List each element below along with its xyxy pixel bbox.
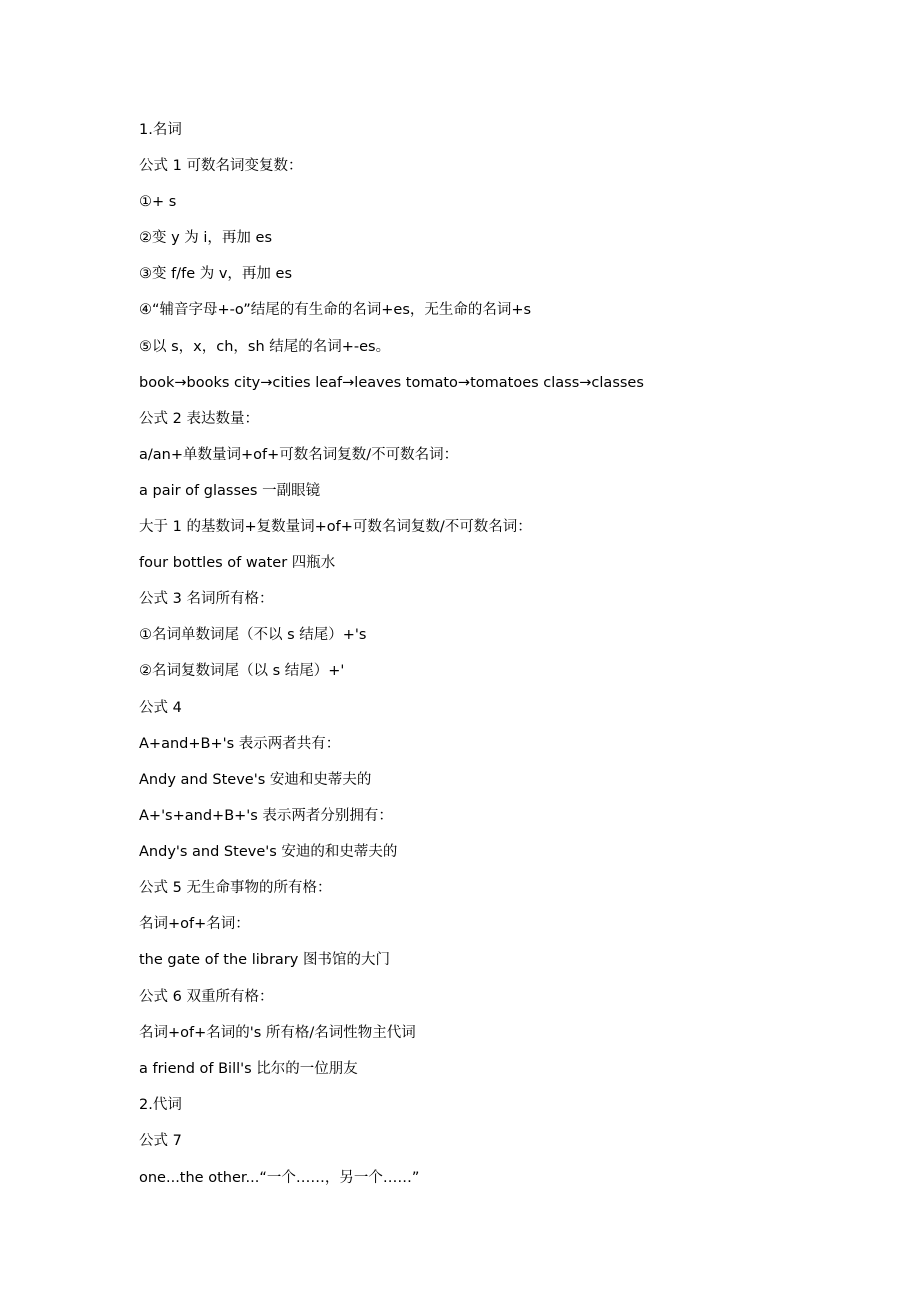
rule-item: ⑤以 s，x，ch，sh 结尾的名词+-es。 — [139, 339, 391, 355]
formula-5-heading: 公式 5 无生命事物的所有格： — [139, 880, 332, 896]
rule-item: A+and+B+'s 表示两者共有： — [139, 736, 341, 752]
rule-item: ③变 f/fe 为 v，再加 es — [139, 266, 293, 282]
example-line: four bottles of water 四瓶水 — [139, 555, 336, 571]
rule-item: 名词+of+名词的's 所有格/名词性物主代词 — [139, 1025, 416, 1041]
example-line: the gate of the library 图书馆的大门 — [139, 952, 390, 968]
example-line: Andy and Steve's 安迪和史蒂夫的 — [139, 772, 372, 788]
example-line: a friend of Bill's 比尔的一位朋友 — [139, 1061, 358, 1077]
rule-item: ②变 y 为 i，再加 es — [139, 230, 273, 246]
rule-item: A+'s+and+B+'s 表示两者分别拥有： — [139, 808, 393, 824]
formula-3-heading: 公式 3 名词所有格： — [139, 591, 274, 607]
example-line: book→books city→cities leaf→leaves tomato→tomatoes class→classes — [139, 375, 644, 391]
example-line: one...the other...“一个……，另一个……” — [139, 1170, 420, 1186]
formula-7-heading: 公式 7 — [139, 1133, 182, 1149]
rule-item: a/an+单数量词+of+可数名词复数/不可数名词： — [139, 447, 459, 463]
formula-2-heading: 公式 2 表达数量： — [139, 411, 259, 427]
example-line: a pair of glasses 一副眼镜 — [139, 483, 321, 499]
section-heading-nouns: 1.名词 — [139, 122, 182, 138]
formula-6-heading: 公式 6 双重所有格： — [139, 989, 274, 1005]
rule-item: ②名词复数词尾（以 s 结尾）+' — [139, 663, 345, 679]
rule-item: 名词+of+名词： — [139, 916, 250, 932]
section-heading-pronouns: 2.代词 — [139, 1097, 182, 1113]
formula-4-heading: 公式 4 — [139, 700, 182, 716]
example-line: Andy's and Steve's 安迪的和史蒂夫的 — [139, 844, 398, 860]
rule-item: ①+ s — [139, 194, 177, 210]
rule-item: 大于 1 的基数词+复数量词+of+可数名词复数/不可数名词： — [139, 519, 532, 535]
rule-item: ①名词单数词尾（不以 s 结尾）+'s — [139, 627, 367, 643]
formula-1-heading: 公式 1 可数名词变复数： — [139, 158, 303, 174]
rule-item: ④“辅音字母+-o”结尾的有生命的名词+es，无生命的名词+s — [139, 302, 532, 318]
